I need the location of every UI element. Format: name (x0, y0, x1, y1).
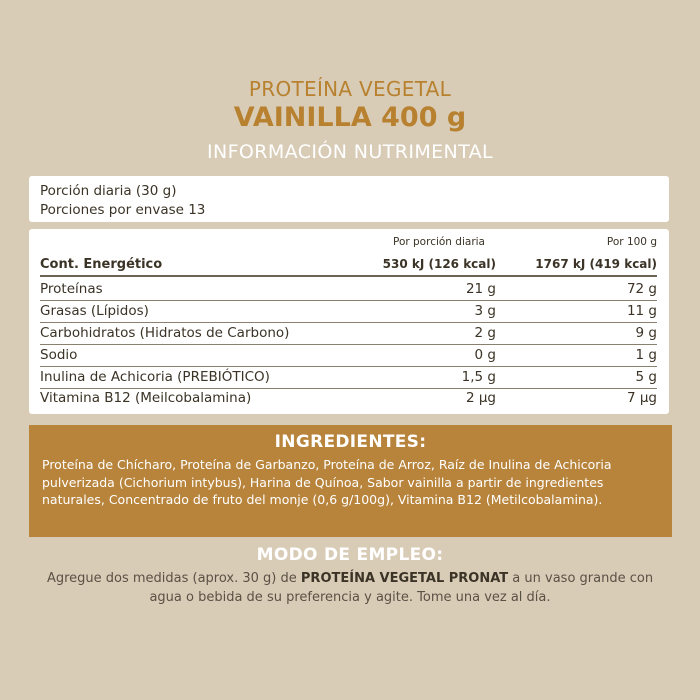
row-label: Carbohidratos (Hidratos de Carbono) (40, 325, 290, 341)
table-row (40, 279, 657, 301)
row-value-per-100g: 11 g (626, 303, 657, 319)
row-value-per-serving: 1,5 g (461, 369, 496, 385)
usage-product-name: PROTEÍNA VEGETAL PRONAT (300, 571, 509, 586)
serving-daily: Porción diaria (30 g) (40, 183, 177, 199)
row-value-per-100g: 1 g (635, 347, 657, 363)
usage-text (40, 569, 660, 607)
row-value-per-serving: 530 kJ (126 kcal) (382, 257, 496, 271)
ingredients-title: INGREDIENTES: (274, 432, 427, 452)
row-label: Grasas (Lípidos) (40, 303, 149, 319)
table-row (40, 323, 657, 345)
table-row (40, 345, 657, 367)
serving-info (29, 176, 669, 222)
row-value-per-100g: 1767 kJ (419 kcal) (535, 257, 657, 271)
column-header-per-serving: Por porción diaria (392, 236, 485, 248)
section-title: INFORMACIÓN NUTRIMENTAL (206, 141, 494, 163)
row-label: Inulina de Achicoria (PREBIÓTICO) (40, 369, 270, 385)
row-label: Sodio (40, 347, 78, 363)
table-row (40, 367, 657, 389)
table-row-energy (40, 254, 657, 277)
row-value-per-100g: 5 g (635, 369, 657, 385)
product-header (0, 76, 700, 166)
usage-text-start: Agregue dos medidas (aprox. 30 g) de (46, 571, 301, 586)
product-name: VAINILLA 400 g (233, 102, 467, 133)
usage-section (0, 544, 700, 607)
column-header-per-100g: Por 100 g (606, 236, 657, 248)
nutrition-table (29, 229, 669, 414)
usage-text-end: a un vaso grande con agua o bebida de su preferencia y agite. Tome una vez al día. (149, 571, 654, 605)
row-value-per-serving: 2 g (474, 325, 496, 341)
table-row (40, 388, 657, 409)
row-value-per-serving: 2 µg (465, 390, 496, 406)
ingredients-text: Proteína de Chícharo, Proteína de Garbanzo, Proteína de Arroz, Raíz de Inulina de Achicoria pulverizada (Cichorium intybus), Harina de Quínoa, Sabor vainilla a partir de ingredientes naturales, Concentrado de fruto del monje (0,6 g/100g), Vitamina B12 (Metilcobalamina). (42, 457, 612, 507)
row-label: Proteínas (40, 281, 103, 297)
row-value-per-serving: 21 g (465, 281, 496, 297)
product-category: PROTEÍNA VEGETAL (248, 77, 452, 101)
ingredients-panel (29, 425, 672, 537)
row-value-per-serving: 3 g (474, 303, 496, 319)
usage-title: MODO DE EMPLEO: (256, 545, 444, 565)
row-value-per-serving: 0 g (474, 347, 496, 363)
row-label: Cont. Energético (40, 257, 163, 272)
servings-per-container: Porciones por envase 13 (40, 202, 206, 218)
row-value-per-100g: 7 µg (626, 390, 657, 406)
row-value-per-100g: 72 g (626, 281, 657, 297)
row-value-per-100g: 9 g (635, 325, 657, 341)
table-row (40, 301, 657, 323)
row-label: Vitamina B12 (Meilcobalamina) (40, 390, 252, 406)
